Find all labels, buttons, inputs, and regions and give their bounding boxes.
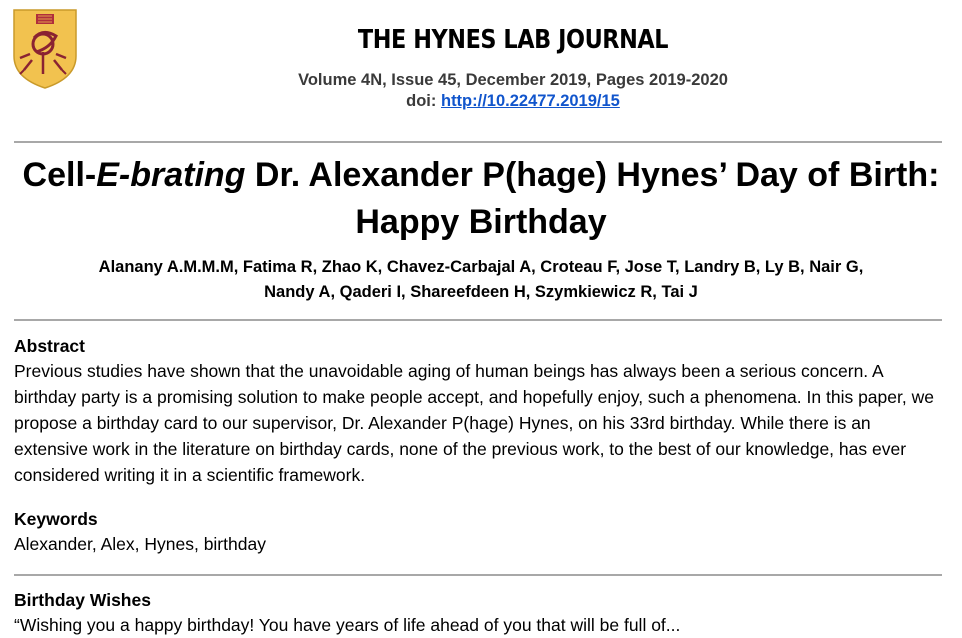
doi-label: doi: bbox=[406, 92, 437, 110]
divider bbox=[14, 574, 942, 576]
keywords-text: Alexander, Alex, Hynes, birthday bbox=[14, 534, 266, 554]
authors-line-1: Alanany A.M.M.M, Fatima R, Zhao K, Chavez-Carbajal A, Croteau F, Jose T, Landry B, Ly B, Nair G, bbox=[98, 258, 864, 276]
author-list bbox=[0, 255, 962, 305]
divider bbox=[14, 319, 942, 321]
abstract-heading: Abstract bbox=[14, 336, 85, 356]
authors-line-2: Nandy A, Qaderi I, Shareefdeen H, Szymkiewicz R, Tai J bbox=[264, 283, 698, 301]
journal-title: THE HYNES LAB JOURNAL bbox=[357, 25, 669, 55]
abstract-text: Previous studies have shown that the unavoidable aging of human beings has always been a serious concern. A birthday party is a promising solution to make people accept, and hopefully enjoy, such a phenomena. In this paper, we propose a birthday card to our supervisor, Dr. Alexander P(hage) Hynes, on his 33rd birthday. While there is an extensive work in the literature on birthday cards, none of the previous work, to the best of our knowledge, has ever considered writing it in a scientific framework. bbox=[14, 361, 934, 485]
doi-link[interactable]: http://10.22477.2019/15 bbox=[440, 92, 620, 110]
journal-meta bbox=[64, 70, 962, 112]
paper-title bbox=[0, 152, 962, 246]
title-italic: E-brating bbox=[96, 156, 246, 194]
wishes-text: “Wishing you a happy birthday! You have years of life ahead of you that will be full of... bbox=[14, 615, 681, 635]
divider bbox=[14, 141, 942, 143]
keywords-heading: Keywords bbox=[14, 509, 98, 529]
doi-line bbox=[64, 91, 962, 112]
wishes-heading: Birthday Wishes bbox=[14, 590, 151, 610]
title-rest: Dr. Alexander P(hage) Hynes’ Day of Birth: Happy Birthday bbox=[245, 156, 940, 241]
volume-line: Volume 4N, Issue 45, December 2019, Pages 2019-2020 bbox=[298, 71, 728, 89]
title-prefix: Cell- bbox=[22, 156, 97, 194]
